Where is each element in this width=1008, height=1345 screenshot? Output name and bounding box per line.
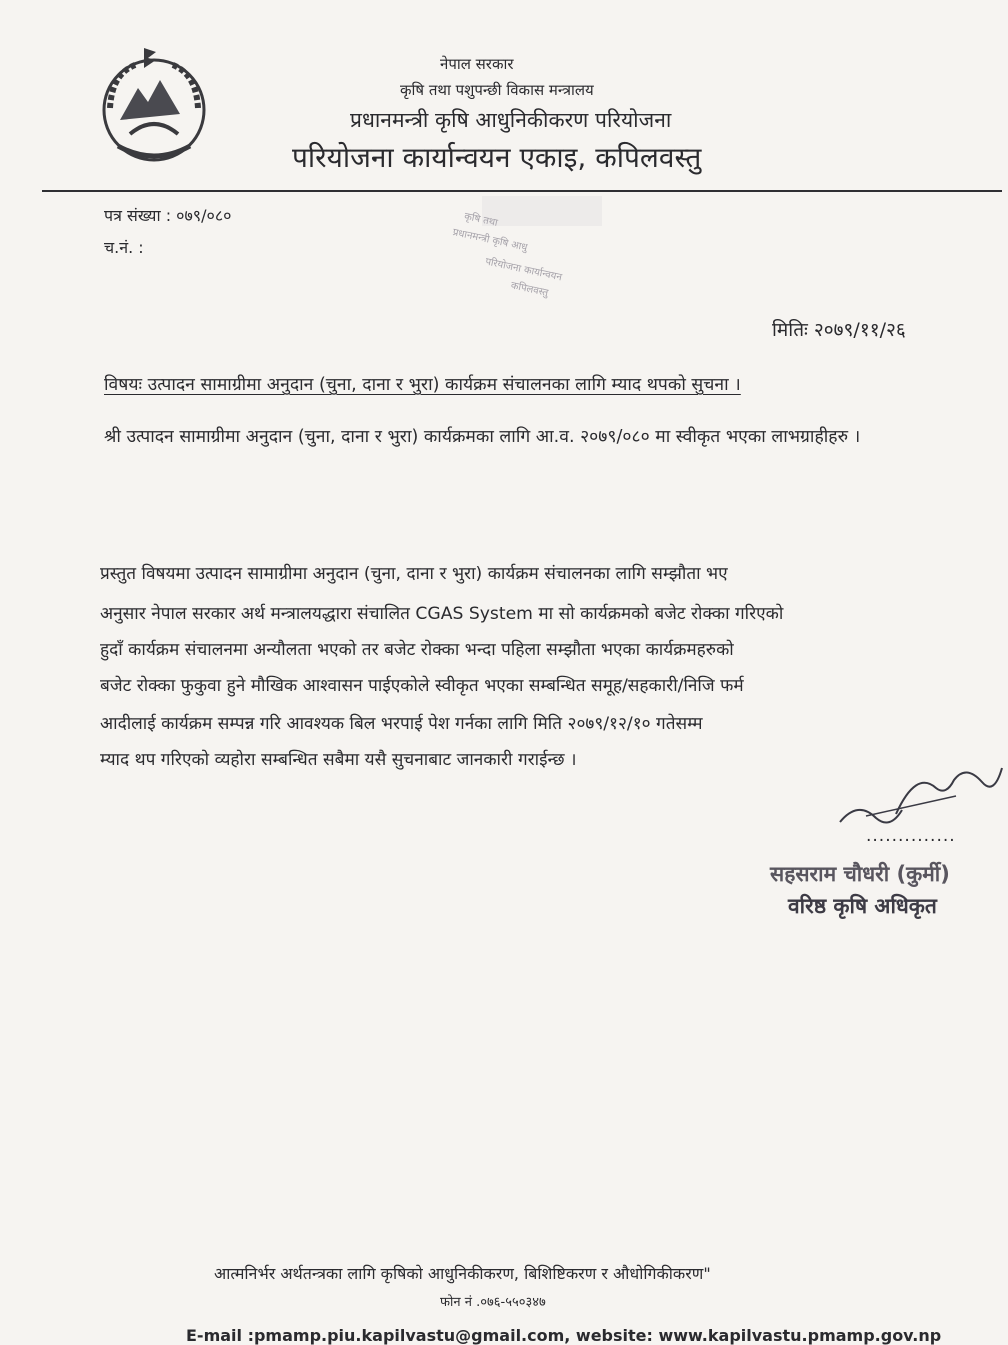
footer-phone: फोन नं .०७६-५५०३४७ <box>440 1295 546 1310</box>
stamp-line: कपिलवस्तु <box>509 280 550 299</box>
letter-subject: विषयः उत्पादन सामाग्रीमा अनुदान (चुना, दाना र भुरा) कार्यक्रम संचालनका लागि म्याद थपको सुचना । <box>104 375 741 395</box>
body-line: बजेट रोक्का फुकुवा हुने मौखिक आश्वासन पाईएकोले स्वीकृत भएका सम्बन्धित समूह/सहकारी/निजि फर्म <box>100 676 744 696</box>
letter-number: पत्र संख्या : ०७९/०८० <box>104 206 232 225</box>
office-stamp <box>438 196 608 311</box>
body-line: आदीलाई कार्यक्रम सम्पन्न गरि आवश्यक बिल भरपाई पेश गर्नका लागि मिति २०७९/१२/१० गतेसम्म <box>100 714 703 734</box>
signature-line: .............. <box>866 826 956 846</box>
body-line: म्याद थप गरिएको व्यहोरा सम्बन्धित सबैमा यसै सुचनाबाट जानकारी गराईन्छ । <box>100 750 577 770</box>
header-government: नेपाल सरकार <box>440 55 514 73</box>
letter-recipient: श्री उत्पादन सामाग्रीमा अनुदान (चुना, दाना र भुरा) कार्यक्रमका लागि आ.व. २०७९/०८० मा स्वीकृत भएका लाभग्राहीहरु । <box>104 427 861 447</box>
signer-title: वरिष्ठ कृषि अधिकृत <box>788 894 937 918</box>
dispatch-number: च.नं. : <box>104 238 144 257</box>
letter-date: मितिः २०७९/११/२६ <box>772 319 906 341</box>
nepal-government-emblem <box>90 42 218 170</box>
header-ministry: कृषि तथा पशुपन्छी विकास मन्त्रालय <box>400 81 594 99</box>
header-unit: परियोजना कार्यान्वयन एकाइ, कपिलवस्तु <box>292 141 702 174</box>
body-line: अनुसार नेपाल सरकार अर्थ मन्त्रालयद्धारा संचालित CGAS System मा सो कार्यक्रमको बजेट रोक्का गरिएको <box>100 604 784 624</box>
stamp-line: कृषि तथा <box>463 211 499 229</box>
footer-contact: E-mail :pmamp.piu.kapilvastu@gmail.com, website: www.kapilvastu.pmamp.gov.np <box>186 1326 942 1345</box>
footer-slogan: आत्मनिर्भर अर्थतन्त्रका लागि कृषिको आधुनिकीकरण, बिशिष्टिकरण र औधोगिकीकरण" <box>214 1264 711 1283</box>
body-line: प्रस्तुत विषयमा उत्पादन सामाग्रीमा अनुदान (चुना, दाना र भुरा) कार्यक्रम संचालनका लागि सम्झौता भए <box>100 564 728 584</box>
stamp-line: परियोजना कार्यान्वयन <box>484 256 563 284</box>
stamp-line: प्रधानमन्त्री कृषि आधु <box>451 227 529 254</box>
header-project: प्रधानमन्त्री कृषि आधुनिकीकरण परियोजना <box>350 108 672 132</box>
header-divider <box>42 190 1002 192</box>
body-line: हुदाँ कार्यक्रम संचालनमा अन्यौलता भएको तर बजेट रोक्का भन्दा पहिला सम्झौता भएका कार्यक्रमहरुको <box>100 640 734 660</box>
signer-name: सहसराम चौधरी (कुर्मी) <box>770 862 950 886</box>
